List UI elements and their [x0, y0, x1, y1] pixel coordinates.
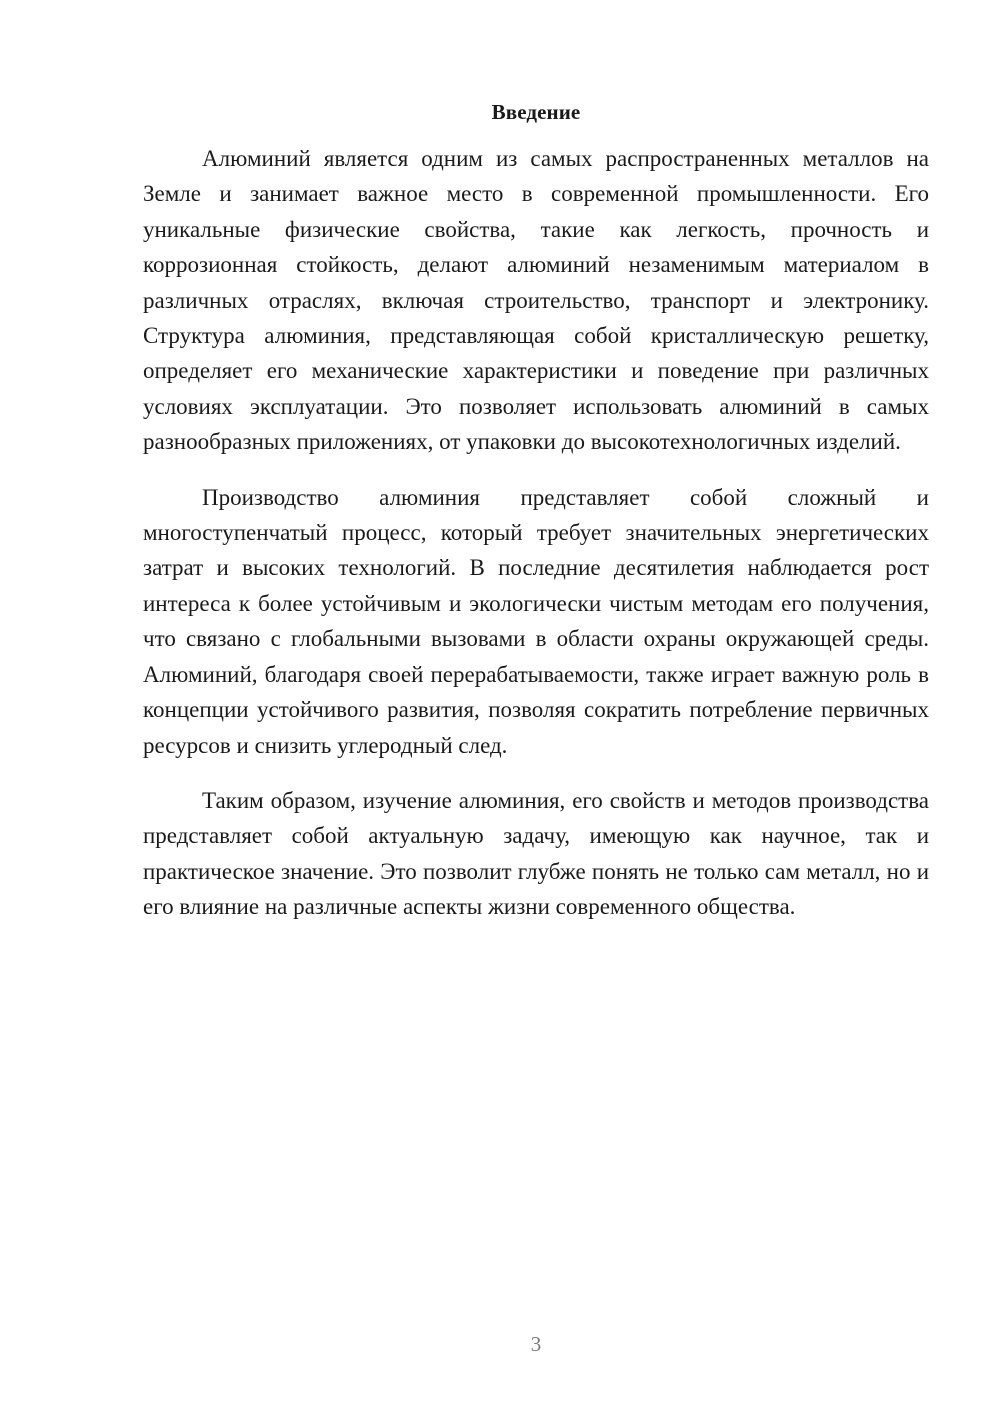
paragraph-3: Таким образом, изучение алюминия, его свойств и методов производства представляет собой актуальную задачу, имеющую как научное, так и практическое значение. Это позволит глубже понять не только сам металл, но и его влияние на различные аспекты жизни современного общества. — [143, 787, 929, 920]
page-content — [143, 98, 929, 925]
paragraph-2: Производство алюминия представляет собой сложный и многоступенчатый процесс, который требует значительных энергетических затрат и высоких технологий. В последние десятилетия наблюдается рост интереса к более устойчивым и экологически чистым методам его получения, что связано с глобальными вызовами в области охраны окружающей среды. Алюминий, благодаря своей перерабатываемости, также играет важную роль в концепции устойчивого развития, позволяя сократить потребление первичных ресурсов и снизить углеродный след. — [143, 484, 929, 758]
page-number: 3 — [530, 1332, 542, 1356]
paragraph-1: Алюминий является одним из самых распространенных металлов на Земле и занимает важное место в современной промышленности. Его уникальные физические свойства, такие как легкость, прочность и коррозионная стойкость, делают алюминий незаменимым материалом в различных отраслях, включая строительство, транспорт и электронику. Структура алюминия, представляющая собой кристаллическую решетку, определяет его механические характеристики и поведение при различных условиях эксплуатации. Это позволяет использовать алюминий в самых разнообразных приложениях, от упаковки до высокотехнологичных изделий. — [143, 146, 929, 455]
section-title: Введение — [491, 100, 581, 124]
